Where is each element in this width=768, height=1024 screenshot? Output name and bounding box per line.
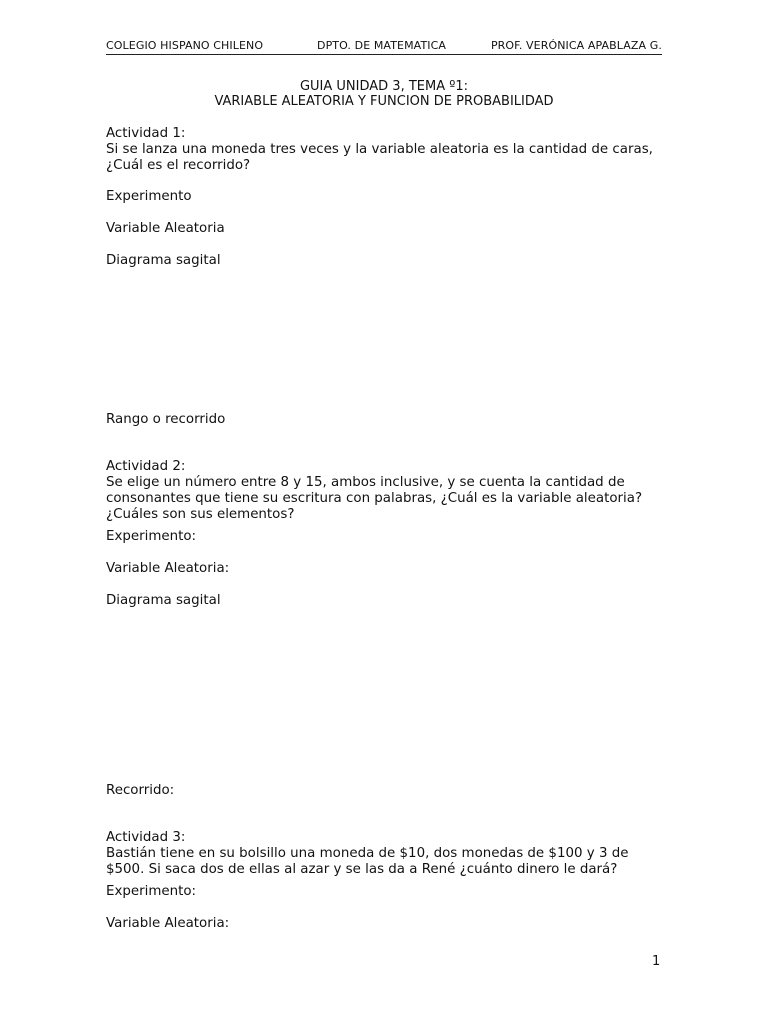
activity1-diagram-label: Diagrama sagital	[106, 253, 221, 268]
page-number: 1	[652, 954, 661, 969]
activity3-heading: Actividad 3:	[106, 830, 186, 845]
activity1-prompt-line-1: Si se lanza una moneda tres veces y la variable aleatoria es la cantidad de caras,	[106, 142, 653, 157]
activity2-range-label: Recorrido:	[106, 783, 175, 798]
activity2-prompt-line-1: Se elige un número entre 8 y 15, ambos inclusive, y se cuenta la cantidad de	[106, 475, 625, 490]
activity2-diagram-label: Diagrama sagital	[106, 593, 221, 608]
activity3-prompt-line-1: Bastián tiene en su bolsillo una moneda de $10, dos monedas de $100 y 3 de	[106, 846, 629, 861]
header-school: COLEGIO HISPANO CHILENO	[106, 39, 264, 52]
header-teacher: PROF. VERÓNICA APABLAZA G.	[490, 39, 662, 52]
activity2-experiment-label: Experimento:	[106, 529, 197, 544]
activity2-variable-label: Variable Aleatoria:	[106, 561, 230, 576]
activity1-range-label: Rango o recorrido	[106, 412, 226, 427]
activity3-prompt-line-2: $500. Si saca dos de ellas al azar y se las da a René ¿cuánto dinero le dará?	[106, 862, 618, 877]
page-header	[106, 39, 662, 55]
title-line-1: GUIA UNIDAD 3, TEMA º1:	[299, 79, 469, 94]
activity1-experiment-label: Experimento	[106, 189, 192, 204]
activity3-experiment-label: Experimento:	[106, 884, 197, 899]
title-line-2: VARIABLE ALEATORIA Y FUNCION DE PROBABILIDAD	[214, 94, 554, 109]
activity2-prompt-line-2: consonantes que tiene su escritura con palabras, ¿Cuál es la variable aleatoria?	[106, 491, 643, 506]
header-department: DPTO. DE MATEMATICA	[317, 39, 447, 52]
activity3-variable-label: Variable Aleatoria:	[106, 916, 230, 931]
activity1-variable-label: Variable Aleatoria	[106, 221, 225, 236]
activity1-heading: Actividad 1:	[106, 126, 186, 141]
activity2-prompt-line-3: ¿Cuáles son sus elementos?	[106, 507, 295, 522]
activity2-heading: Actividad 2:	[106, 459, 186, 474]
activity1-prompt-line-2: ¿Cuál es el recorrido?	[106, 158, 251, 173]
